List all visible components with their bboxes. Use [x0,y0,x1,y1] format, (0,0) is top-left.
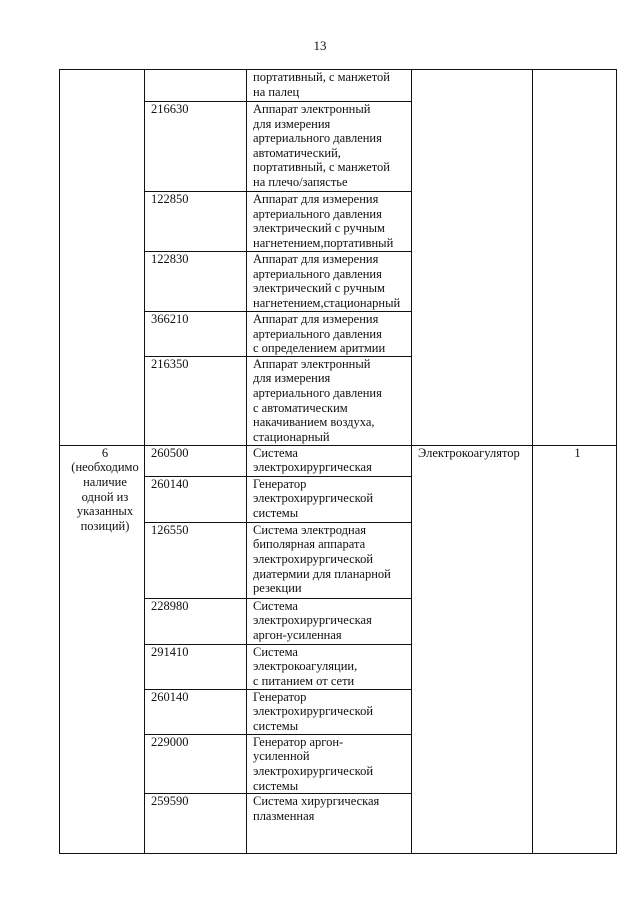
equipment-cell [412,445,533,853]
name-cell [247,356,412,445]
page-number: 13 [313,38,327,53]
equipment-name: Электрокоагулятор [418,445,520,460]
item-name: Генератор электрохирургической системы [253,689,374,733]
code-cell: 260500 [145,445,247,476]
quantity-cell [533,445,617,853]
item-name: Система хирургическая плазменная [253,794,380,823]
item-name: Система электрокоагуляции, с питанием от сети [253,644,358,688]
equipment-cell [412,70,533,446]
code-cell [145,70,247,102]
name-cell [247,102,412,192]
name-cell [247,476,412,522]
item-name: Система электрохирургическая [253,445,372,475]
code-cell: 216630 [145,102,247,192]
code-cell: 122830 [145,252,247,312]
name-cell [247,252,412,312]
item-name: Аппарат электронный для измерения артериального давления автоматический, портативный, с манжетой на плечо/запястье [253,102,390,189]
code-cell: 122850 [145,192,247,252]
name-cell [247,644,412,689]
quantity-cell [533,70,617,446]
code-cell: 126550 [145,522,247,598]
code-cell: 260140 [145,689,247,734]
code-cell: 229000 [145,734,247,793]
name-cell [247,445,412,476]
name-cell [247,70,412,102]
item-name: Аппарат для измерения артериального давления электрический с ручным нагнетением,портативный [253,192,394,250]
code-cell: 259590 [145,794,247,854]
code-cell: 291410 [145,644,247,689]
equipment-table [59,69,617,854]
code-cell: 260140 [145,476,247,522]
code-cell: 228980 [145,598,247,644]
item-name: Аппарат для измерения артериального давления с определением аритмии [253,312,386,356]
group-number-cell [60,445,145,853]
table-row [60,445,617,476]
item-name: Система электрохирургическая аргон-усиленная [253,598,372,642]
item-name: портативный, с манжетой на палец [253,70,390,99]
group-number-cell [60,70,145,446]
name-cell [247,312,412,357]
name-cell [247,522,412,598]
item-name: Система электродная биполярная аппарата электрохирургической диатермии для планарной резекции [253,522,391,596]
code-cell: 366210 [145,312,247,357]
item-name: Генератор аргон- усиленной электрохирургической системы [253,734,374,793]
item-name: Аппарат электронный для измерения артериального давления с автоматическим накачиванием воздуха, стационарный [253,356,382,444]
quantity-value: 1 [574,445,581,460]
name-cell [247,794,412,854]
code-cell: 216350 [145,356,247,445]
name-cell [247,689,412,734]
name-cell [247,598,412,644]
item-name: Аппарат для измерения артериального давления электрический с ручным нагнетением,стационарный [253,252,401,310]
name-cell [247,192,412,252]
item-name: Генератор электрохирургической системы [253,476,374,520]
name-cell [247,734,412,793]
group-number: 6 (необходимо наличие одной из указанных позиций) [71,445,139,533]
table-row [60,70,617,102]
